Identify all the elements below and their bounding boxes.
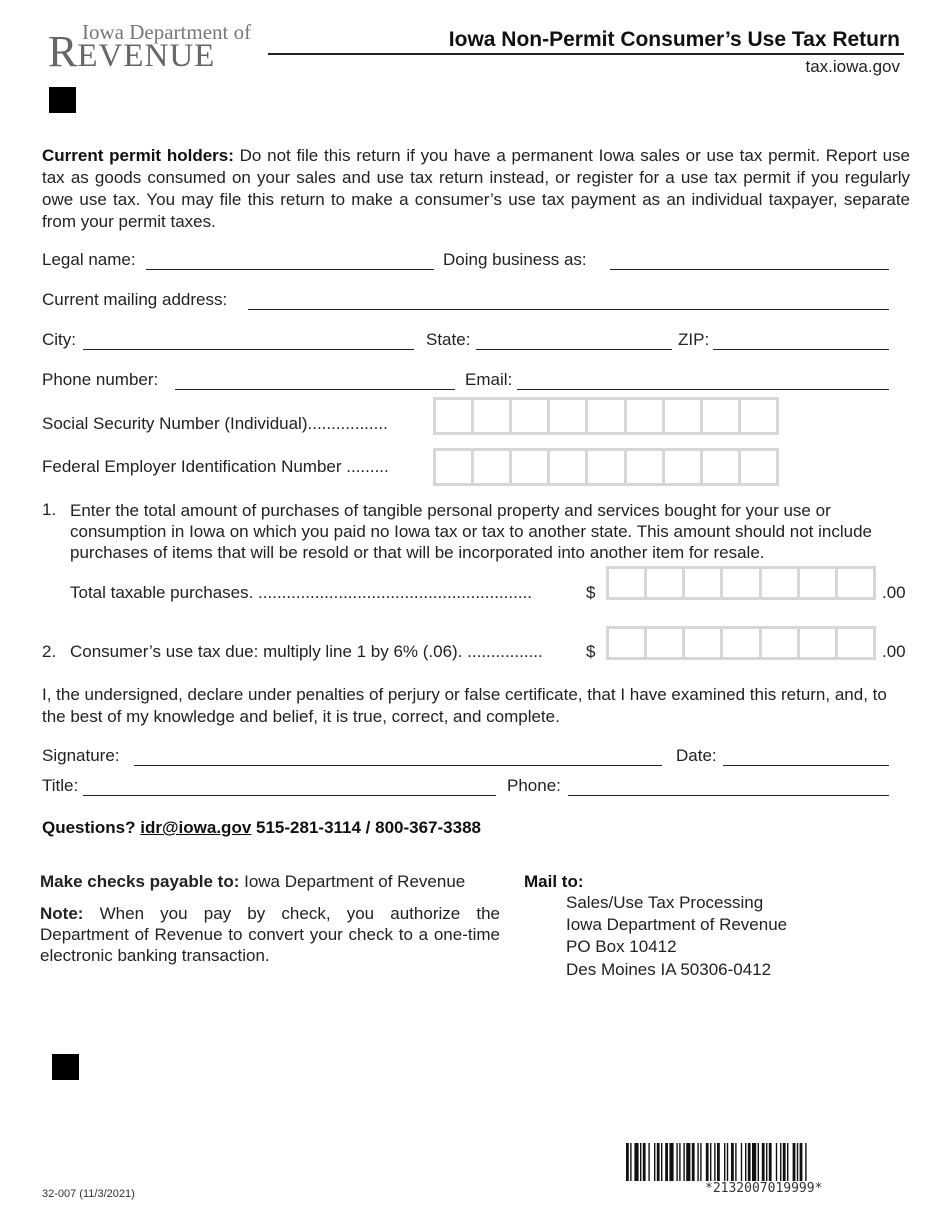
barcode-bar	[724, 1143, 725, 1181]
scan-marker-bottom	[52, 1054, 79, 1080]
use-tax-due-digit-box[interactable]	[647, 629, 685, 657]
barcode-bar	[648, 1143, 649, 1181]
barcode-bar	[640, 1143, 641, 1181]
date-field[interactable]	[723, 765, 889, 766]
barcode-bar	[643, 1143, 646, 1181]
barcode-bar	[780, 1143, 781, 1181]
intro-paragraph	[42, 145, 910, 233]
dba-field[interactable]	[610, 269, 889, 270]
fein-digit-box[interactable]	[474, 451, 512, 483]
signer-phone-label: Phone:	[507, 776, 561, 795]
checks-payable-line	[40, 872, 465, 892]
form-id: 32-007 (11/3/2021)	[42, 1188, 135, 1200]
fein-digit-box[interactable]	[703, 451, 741, 483]
fein-input-boxes[interactable]	[433, 448, 779, 486]
fein-digit-box[interactable]	[550, 451, 588, 483]
barcode-bar	[661, 1143, 662, 1181]
date-label: Date:	[676, 746, 717, 765]
zip-field[interactable]	[713, 349, 889, 350]
total-purchases-digit-box[interactable]	[723, 569, 761, 597]
line1-cents: .00	[882, 583, 906, 602]
barcode-bar	[805, 1143, 806, 1181]
fein-digit-box[interactable]	[741, 451, 776, 483]
fein-digit-box[interactable]	[512, 451, 550, 483]
barcode-bar	[787, 1143, 788, 1181]
declaration-text: I, the undersigned, declare under penalties of perjury or false certificate, that I have examined this return, and, to the best of my knowledge and belief, it is true, correct, and complete.	[42, 685, 887, 726]
barcode-bar	[697, 1143, 698, 1181]
total-purchases-digit-box[interactable]	[838, 569, 873, 597]
ssn-digit-box[interactable]	[665, 400, 703, 432]
barcode-bar	[679, 1143, 680, 1181]
use-tax-due-boxes[interactable]	[606, 626, 876, 660]
ssn-digit-box[interactable]	[550, 400, 588, 432]
city-label: City:	[42, 330, 76, 349]
barcode-bar	[654, 1143, 655, 1181]
questions-phones: 515-281-3114 / 800-367-3388	[256, 818, 481, 837]
barcode-bar	[626, 1143, 629, 1181]
mail-to-label: Mail to:	[524, 872, 584, 891]
checks-payable-label: Make checks payable to:	[40, 872, 240, 891]
barcode-bar	[710, 1143, 711, 1181]
ssn-digit-box[interactable]	[741, 400, 776, 432]
barcode-bar	[793, 1143, 796, 1181]
scan-marker-top	[49, 87, 76, 113]
barcode-bar	[735, 1143, 736, 1181]
check-note-label: Note:	[40, 904, 84, 923]
line2-label: Consumer’s use tax due: multiply line 1 by 6% (.06). ................	[70, 642, 543, 661]
barcode-bar	[731, 1143, 734, 1181]
check-note-text: When you pay by check, you authorize the Department of Revenue to convert your check to a one-time electronic banking transaction.	[40, 904, 500, 965]
barcode-bar	[683, 1143, 684, 1181]
barcode-bar	[700, 1143, 701, 1181]
line1-text: Enter the total amount of purchases of tangible personal property and services bought for your use or consumption in Iowa on which you paid no Iowa tax or tax to another state. This amount should not include purchases of items that will be resold or that will be incorporated into another item for resale.	[70, 501, 873, 562]
barcode-bar	[769, 1143, 772, 1181]
fein-digit-box[interactable]	[436, 451, 474, 483]
mail-address-line2: Iowa Department of Revenue	[566, 915, 788, 934]
mail-address-line4: Des Moines IA 50306-0412	[566, 960, 772, 979]
barcode-bar	[665, 1143, 668, 1181]
phone-label: Phone number:	[42, 370, 159, 389]
use-tax-due-digit-box[interactable]	[800, 629, 838, 657]
use-tax-due-digit-box[interactable]	[723, 629, 761, 657]
barcode-bar	[758, 1143, 759, 1181]
barcode-bar	[748, 1143, 751, 1181]
fein-digit-box[interactable]	[665, 451, 703, 483]
legal-name-field[interactable]	[146, 269, 434, 270]
barcode-bar	[741, 1143, 742, 1181]
barcode-bar	[686, 1143, 690, 1181]
barcode-bar	[706, 1143, 709, 1181]
dba-label: Doing business as:	[443, 250, 587, 269]
barcode-bar	[692, 1143, 695, 1181]
ssn-digit-box[interactable]	[703, 400, 741, 432]
total-purchases-digit-box[interactable]	[609, 569, 647, 597]
email-field[interactable]	[517, 389, 889, 390]
ssn-digit-box[interactable]	[512, 400, 550, 432]
line1-currency: $	[586, 583, 596, 602]
title-field[interactable]	[83, 795, 496, 796]
total-purchases-digit-box[interactable]	[685, 569, 723, 597]
barcode-bar	[669, 1143, 673, 1181]
questions-label: Questions?	[42, 818, 136, 837]
phone-field[interactable]	[175, 389, 455, 390]
barcode-bar	[727, 1143, 728, 1181]
ssn-digit-box[interactable]	[474, 400, 512, 432]
checks-payable-value: Iowa Department of Revenue	[239, 872, 466, 891]
barcode-bar	[676, 1143, 677, 1181]
logo-first-letter: R	[48, 27, 78, 76]
total-purchases-digit-box[interactable]	[800, 569, 838, 597]
signature-label: Signature:	[42, 746, 120, 765]
mail-address-line1: Sales/Use Tax Processing	[566, 893, 764, 912]
ssn-label: Social Security Number (Individual).................	[42, 414, 388, 433]
use-tax-due-digit-box[interactable]	[609, 629, 647, 657]
barcode-bar	[717, 1143, 720, 1181]
barcode-bar	[634, 1143, 638, 1181]
legal-name-label: Legal name:	[42, 250, 136, 269]
state-field[interactable]	[476, 349, 672, 350]
ssn-input-boxes[interactable]	[433, 397, 779, 435]
barcode-text: *2132007019999*	[705, 1181, 823, 1196]
barcode-bar	[762, 1143, 765, 1181]
email-label: Email:	[465, 370, 513, 389]
questions-email-link[interactable]: idr@iowa.gov	[140, 818, 252, 837]
line2-currency: $	[586, 642, 596, 661]
line1-total-label: Total taxable purchases. ..........................................................	[70, 583, 532, 602]
barcode-bar	[745, 1143, 746, 1181]
intro-text: Do not file this return if you have a permanent Iowa sales or use tax permit. Report use tax as goods consumed on your sales and use tax return instead, or register for a use tax permit if you regularly owe use tax. You may file this return to make a consumer’s use tax payment as an individual taxpayer, separate from your permit taxes.	[42, 146, 910, 231]
form-title: Iowa Non-Permit Consumer’s Use Tax Return	[448, 28, 900, 51]
barcode-bar	[714, 1143, 715, 1181]
fein-digit-box[interactable]	[588, 451, 626, 483]
use-tax-due-digit-box[interactable]	[762, 629, 800, 657]
barcode-bar	[800, 1143, 803, 1181]
barcode-bar	[797, 1143, 798, 1181]
line2-cents: .00	[882, 642, 906, 661]
zip-label: ZIP:	[678, 330, 710, 349]
title-label: Title:	[42, 776, 79, 795]
signer-phone-field[interactable]	[568, 795, 889, 796]
line1-number: 1.	[42, 500, 57, 519]
barcode-bar	[657, 1143, 660, 1181]
signature-field[interactable]	[134, 765, 662, 766]
barcode-bar	[630, 1143, 631, 1181]
website-text: tax.iowa.gov	[805, 57, 900, 76]
questions-line	[42, 818, 481, 838]
total-purchases-boxes[interactable]	[606, 566, 876, 600]
total-purchases-digit-box[interactable]	[647, 569, 685, 597]
use-tax-due-digit-box[interactable]	[838, 629, 873, 657]
fein-label: Federal Employer Identification Number .........	[42, 457, 389, 476]
state-label: State:	[426, 330, 471, 349]
barcode-bar	[783, 1143, 786, 1181]
mail-address-line3: PO Box 10412	[566, 937, 677, 956]
use-tax-due-digit-box[interactable]	[685, 629, 723, 657]
mailing-address-field[interactable]	[248, 309, 889, 310]
barcode-bar	[752, 1143, 756, 1181]
line2-number: 2.	[42, 642, 57, 661]
header-rule	[268, 53, 904, 55]
city-field[interactable]	[83, 349, 414, 350]
check-note	[40, 903, 500, 966]
total-purchases-digit-box[interactable]	[762, 569, 800, 597]
barcode-bar	[766, 1143, 767, 1181]
barcode-bar	[776, 1143, 777, 1181]
barcode-graphic	[626, 1143, 906, 1181]
mailing-address-label: Current mailing address:	[42, 290, 228, 309]
logo-department-text: Iowa Department of	[82, 20, 252, 44]
logo-rest-letters: EVENUE	[77, 38, 216, 74]
ssn-digit-box[interactable]	[588, 400, 626, 432]
ssn-digit-box[interactable]	[627, 400, 665, 432]
intro-lead: Current permit holders:	[42, 146, 234, 165]
ssn-digit-box[interactable]	[436, 400, 474, 432]
fein-digit-box[interactable]	[627, 451, 665, 483]
